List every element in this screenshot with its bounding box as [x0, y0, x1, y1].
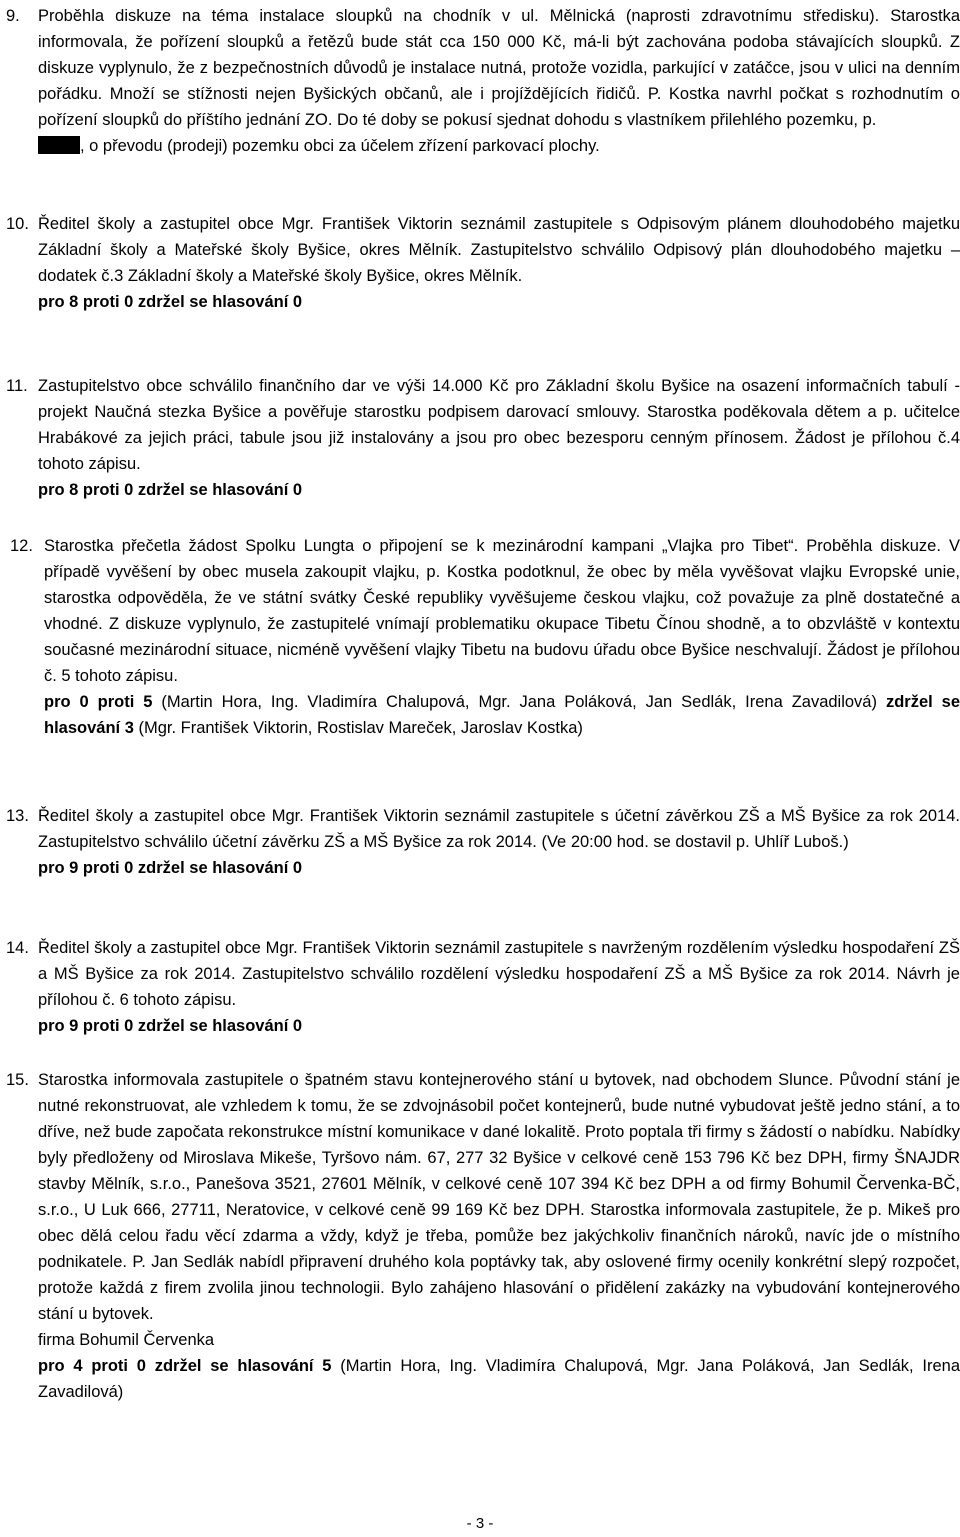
item-body: [38, 373, 960, 503]
item-paragraph: Zastupitelstvo obce schválilo finančního dar ve výši 14.000 Kč pro Základní školu Byšice na osazení informačních tabulí - projekt Naučná stezka Byšice a pověřuje starostku podpisem darovací smlouvy. Starostka poděkovala dětem a p. učitelce Hrabákové za jejich práci, tabule jsou již instalovány a jsou pro obec bezesporu cenným přínosem. Žádost je přílohou č.4 tohoto zápisu.: [38, 377, 960, 473]
redaction-block: [38, 136, 80, 154]
vote-result: [38, 1353, 960, 1405]
item-number: 15.: [6, 1071, 29, 1089]
item-paragraph: Proběhla diskuze na téma instalace sloupků na chodník v ul. Mělnická (naprosti zdravotnímu středisku). Starostka informovala, že pořízení sloupků a řetězů bude stát cca 150 000 Kč, má-li být zachována podoba stávajících sloupků. Z diskuze vyplynulo, že z bezpečnostních důvodů je instalace nutná, protože vozidla, parkující v zatáčce, jsou v ulici na denním pořádku. Množí se stížnosti nejen Byšických občanů, ale i projíždějících řidičů. P. Kostka navrhl počkat s rozhodnutím o pořízení sloupků do příštího jednání ZO. Do té doby se pokusí sjednat dohodu s vlastníkem přilehlého pozemku, p.: [38, 7, 960, 129]
vote-result: pro 8 proti 0 zdržel se hlasování 0: [38, 481, 303, 499]
item-number: 9.: [6, 7, 20, 25]
item-number: 11.: [6, 377, 28, 395]
item-body: [38, 935, 960, 1039]
selected-company: firma Bohumil Červenka: [38, 1331, 215, 1349]
item-number: 14.: [6, 939, 29, 957]
item-body: [38, 1067, 960, 1405]
item-paragraph-redacted: [38, 133, 960, 159]
item-number: 10.: [6, 215, 29, 233]
item-body: [38, 3, 960, 159]
item-paragraph: Ředitel školy a zastupitel obce Mgr. František Viktorin seznámil zastupitele s navrženým rozdělením výsledku hospodaření ZŠ a MŠ Byšice za rok 2014. Zastupitelstvo schválilo rozdělení výsledku hospodaření ZŠ a MŠ Byšice za rok 2014. Návrh je přílohou č. 6 tohoto zápisu.: [38, 939, 960, 1009]
vote-abstain: zdržel se hlasování 3: [44, 693, 960, 737]
item-body: [38, 803, 960, 881]
page-number: - 3 -: [466, 1515, 494, 1532]
item-paragraph: Starostka informovala zastupitele o špatném stavu kontejnerového stání u bytovek, nad obchodem Slunce. Původní stání je nutné rekonstruovat, ale vzhledem k tomu, že se zdvojnásobil počet kontejnerů, bude nutné vybudovat ještě jedno stání, a to dříve, než bude započata rekonstrukce místní komunikace v dané lokalitě. Proto poptala tři firmy s žádostí o nabídku. Nabídky byly předloženy od Miroslava Mikeše, Tyršovo nám. 67, 277 32 Byšice v celkové ceně 153 796 Kč bez DPH, firmy ŠNAJDR stavby Mělník, s.r.o., Panešova 3521, 27601 Mělník, v celkové ceně 107 394 Kč bez DPH a od firmy Bohumil Červenka-BČ, s.r.o., U Luk 666, 27711, Neratovice, v celkové ceně 99 169 Kč bez DPH. Starostka informovala zastupitele, že p. Mikeš pro obec dělá celou řadu věcí zdarma a vždy, když je třeba, pomůže bez jakýchkoliv finančních nároků, navíc jde o místního podnikatele. P. Jan Sedlák nabídl připravení druhého kola poptávky tak, aby oslovené firmy ocenily konkrétní slepý rozpočet, protože každá z firem zvolila jinou technologii. Bylo zahájeno hlasování o přidělení zakázky na vybudování kontejnerového stání u bytovek.: [38, 1071, 960, 1323]
item-paragraph: Ředitel školy a zastupitel obce Mgr. František Viktorin seznámil zastupitele s Odpisovým plánem dlouhodobého majetku Základní školy a Mateřské školy Byšice, okres Mělník. Zastupitelstvo schválilo Odpisový plán dlouhodobého majetku – dodatek č.3 Základní školy a Mateřské školy Byšice, okres Mělník.: [38, 215, 960, 285]
item-body: [38, 211, 960, 315]
vote-names: (Martin Hora, Ing. Vladimíra Chalupová, Mgr. Jana Poláková, Jan Sedlák, Irena Zavadilová): [38, 1357, 960, 1401]
vote-result: pro 9 proti 0 zdržel se hlasování 0: [38, 859, 303, 877]
item-paragraph: Starostka přečetla žádost Spolku Lungta o připojení se k mezinárodní kampani „Vlajka pro Tibet“. Proběhla diskuze. V případě vyvěšení by obec musela zakoupit vlajku, p. Kostka podotknul, že obec by měla vyvěšovat vlajku Evropské unie, starostka odpověděla, že ve státní svátky České republiky vyvěšujeme českou vlajku, což považuje za plně dostatečné a vhodné. Z diskuze vyplynulo, že zastupitelé vnímají problematiku okupace Tibetu Čínou shodně, a to obzvláště v kontextu současné mezinárodní situace, nicméně vyvěšení vlajky Tibetu na budovu úřadu obce Byšice neschvalují. Žádost je přílohou č. 5 tohoto zápisu.: [44, 537, 960, 685]
vote-result: pro 9 proti 0 zdržel se hlasování 0: [38, 1017, 303, 1035]
vote-names: (Martin Hora, Ing. Vladimíra Chalupová, Mgr. Jana Poláková, Jan Sedlák, Irena Zavadilová): [152, 693, 886, 711]
item-body: [44, 533, 960, 741]
vote-result: [44, 689, 960, 741]
redacted-tail-text: , o převodu (prodeji) pozemku obci za účelem zřízení parkovací plochy.: [80, 137, 600, 155]
vote-names: (Mgr. František Viktorin, Rostislav Mareček, Jaroslav Kostka): [133, 719, 583, 737]
vote-result: pro 8 proti 0 zdržel se hlasování 0: [38, 293, 303, 311]
item-number: 12.: [10, 537, 33, 555]
item-paragraph: Ředitel školy a zastupitel obce Mgr. František Viktorin seznámil zastupitele s účetní závěrkou ZŠ a MŠ Byšice za rok 2014. Zastupitelstvo schválilo účetní závěrku ZŠ a MŠ Byšice za rok 2014. (Ve 20:00 hod. se dostavil p. Uhlíř Luboš.): [38, 807, 960, 851]
vote-counts: pro 4 proti 0 zdržel se hlasování 5: [38, 1357, 332, 1375]
item-number: 13.: [6, 807, 29, 825]
vote-counts: pro 0 proti 5: [44, 693, 153, 711]
